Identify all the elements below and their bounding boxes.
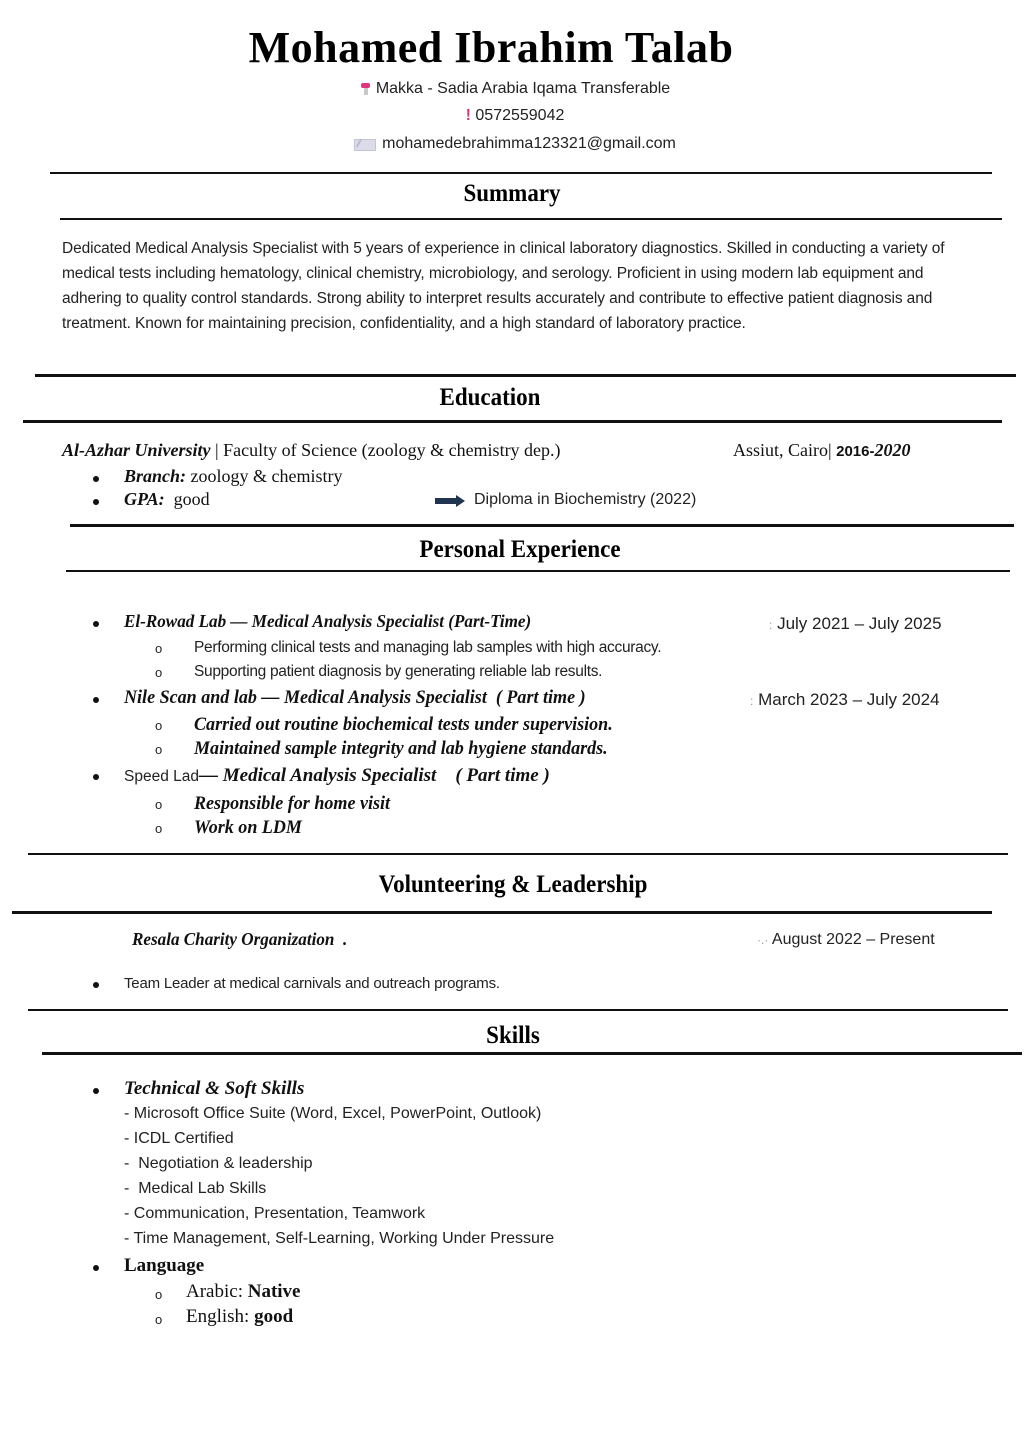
divider xyxy=(42,1052,1022,1055)
sub-bullet-icon: o xyxy=(155,742,163,757)
education-item: Branch: zoology & chemistry xyxy=(124,466,343,486)
job-title-line xyxy=(124,765,550,787)
diploma: Diploma in Biochemistry (2022) xyxy=(474,491,697,508)
separator: | xyxy=(210,440,224,460)
university-name: Al-Azhar University xyxy=(62,440,211,460)
contact-location xyxy=(0,80,1024,98)
volunteering-dates: ·.· August 2022 – Present xyxy=(757,931,935,948)
education-start: 2016- xyxy=(836,443,875,460)
email-text[interactable]: mohamedebrahimma123321@gmail.com xyxy=(382,135,676,152)
bullet-icon xyxy=(93,1088,99,1094)
sub-bullet-icon: o xyxy=(155,641,163,656)
contact-email xyxy=(0,135,1024,153)
bullet-icon xyxy=(93,774,99,780)
divider xyxy=(28,853,1008,855)
education-entry xyxy=(62,440,561,461)
education-location: Assiut, Cairo xyxy=(733,440,829,460)
contact-phone xyxy=(0,107,1024,125)
bullet-icon xyxy=(93,982,99,988)
skill-item: - Microsoft Office Suite (Word, Excel, PowerPoint, Outlook) xyxy=(124,1105,542,1122)
faculty: Faculty of Science (zoology & chemistry dep.) xyxy=(223,440,561,460)
divider xyxy=(12,911,992,914)
skill-item: - Medical Lab Skills xyxy=(124,1180,267,1197)
job-title: — Medical Analysis Specialist ( Part time ) xyxy=(199,765,550,786)
divider xyxy=(28,1009,1008,1011)
skill-item: - Time Management, Self-Learning, Working Under Pressure xyxy=(124,1230,555,1247)
language-item: English: good xyxy=(186,1306,294,1327)
language-item: Arabic: Native xyxy=(186,1281,301,1302)
job-duty: Carried out routine biochemical tests under supervision. xyxy=(194,714,613,735)
section-title-education: Education xyxy=(439,384,541,411)
language-subtitle: Language xyxy=(124,1255,205,1276)
job-company: Speed Lad xyxy=(124,768,199,785)
organization-name: Resala Charity Organization . xyxy=(132,929,348,949)
skills-subtitle: Technical & Soft Skills xyxy=(124,1078,305,1099)
section-title-skills: Skills xyxy=(486,1022,540,1049)
bullet-icon xyxy=(93,1265,99,1271)
divider xyxy=(23,420,1002,423)
summary-text: Dedicated Medical Analysis Specialist with 5 years of experience in clinical laboratory diagnostics. Skilled in conducting a variety of medical tests including hematology, clinical chemistry, microbiology, and serology. Proficient in using modern lab equipment and adhering to quality control standards. Strong ability to interpret results accurately and contribute to effective patient diagnosis and treatment. Known for maintaining precision, confidentiality, and a high standard of laboratory practice. xyxy=(62,240,945,332)
education-end: 2020 xyxy=(874,440,911,460)
education-location-dates: Assiut, Cairo| 2016-2020 xyxy=(733,440,911,460)
education-item: GPA: good xyxy=(124,489,210,509)
sub-bullet-icon: o xyxy=(155,821,163,836)
phone-icon: ! xyxy=(465,107,471,124)
divider xyxy=(35,374,1016,377)
sub-bullet-icon: o xyxy=(155,1287,163,1302)
section-title-experience: Personal Experience xyxy=(419,536,621,563)
job-dates: : March 2023 – July 2024 xyxy=(750,690,940,709)
location-text: Makka - Sadia Arabia Iqama Transferable xyxy=(375,80,671,97)
job-duty: Performing clinical tests and managing lab samples with high accuracy. xyxy=(194,639,662,656)
bullet-icon xyxy=(93,621,99,627)
skill-item: - Communication, Presentation, Teamwork xyxy=(124,1205,426,1222)
mail-icon xyxy=(354,137,376,150)
sub-bullet-icon: o xyxy=(155,1312,163,1327)
bullet-icon xyxy=(93,476,99,482)
job-duty: Work on LDM xyxy=(194,817,302,838)
sub-bullet-icon: o xyxy=(155,718,163,733)
candidate-name: Mohamed Ibrahim Talab xyxy=(248,23,734,72)
sub-bullet-icon: o xyxy=(155,665,163,680)
job-title: Nile Scan and lab — Medical Analysis Specialist ( Part time ) xyxy=(124,687,586,708)
section-title-volunteering: Volunteering & Leadership xyxy=(378,871,648,898)
skill-item: - ICDL Certified xyxy=(124,1130,234,1147)
volunteering-item: Team Leader at medical carnivals and outreach programs. xyxy=(124,975,500,992)
job-title: El-Rowad Lab — Medical Analysis Specialist (Part-Time) xyxy=(124,611,532,631)
divider xyxy=(70,524,1014,527)
section-title-summary: Summary xyxy=(463,180,561,207)
job-duty: Responsible for home visit xyxy=(194,793,391,814)
divider xyxy=(60,218,1002,220)
job-dates: : July 2021 – July 2025 xyxy=(769,614,942,633)
pin-icon xyxy=(360,83,370,95)
bullet-icon xyxy=(93,697,99,703)
phone-text[interactable]: 0572559042 xyxy=(475,107,565,124)
job-duty: Supporting patient diagnosis by generating reliable lab results. xyxy=(194,663,603,680)
divider xyxy=(50,172,992,174)
divider xyxy=(66,570,1010,572)
job-duty: Maintained sample integrity and lab hygiene standards. xyxy=(194,738,608,759)
bullet-icon xyxy=(93,499,99,505)
skill-item: - Negotiation & leadership xyxy=(124,1155,313,1172)
arrow-right-icon xyxy=(435,496,465,506)
sub-bullet-icon: o xyxy=(155,797,163,812)
